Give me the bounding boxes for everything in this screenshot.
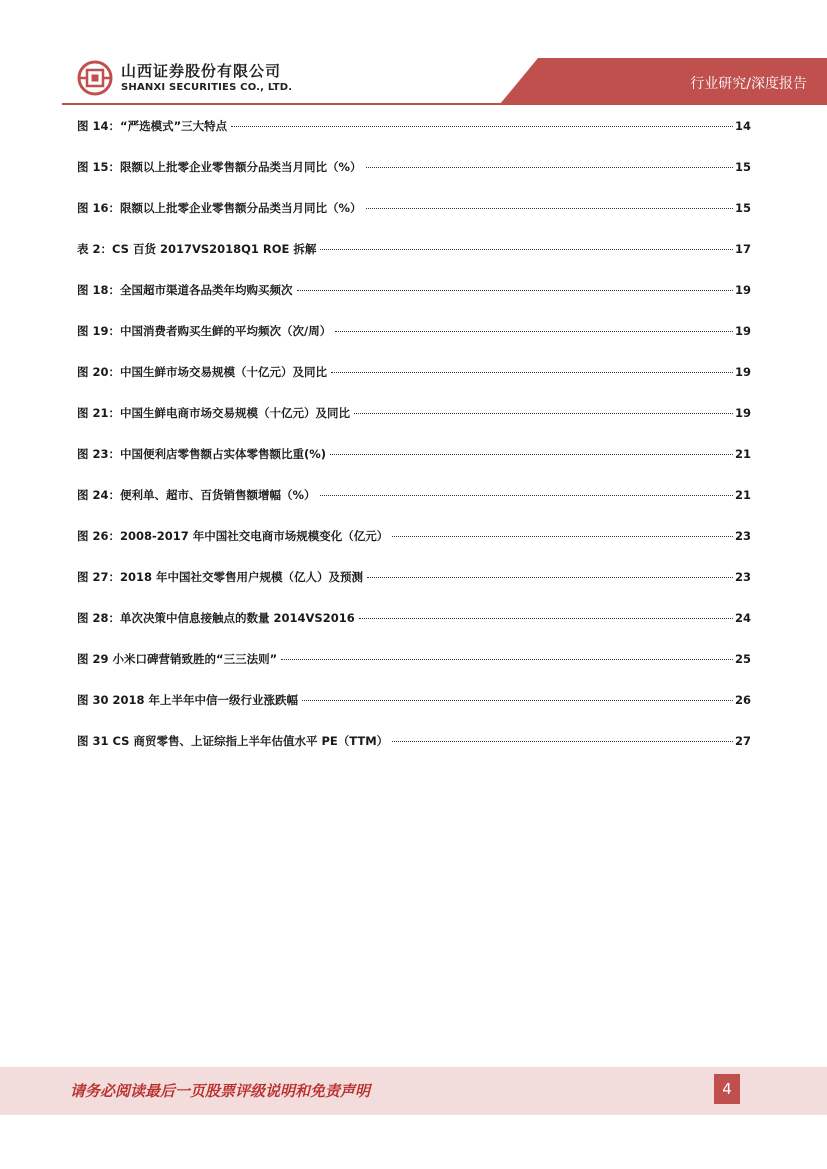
toc-leader-dots [302,700,733,701]
toc-entry-page: 21 [734,488,751,502]
toc-entry-page: 21 [734,447,751,461]
toc-entry-label: 图 15：限额以上批零企业零售额分品类当月同比（%） [77,160,362,174]
toc-entry-label: 图 29 小米口碑营销致胜的“三三法则” [77,652,278,666]
toc-entry-label: 图 23：中国便利店零售额占实体零售额比重(%) [77,447,327,461]
shanxi-securities-logo-icon [77,60,113,96]
disclaimer-notice: 请务必阅读最后一页股票评级说明和免责声明 [70,1082,371,1100]
toc-entry[interactable] [77,528,751,548]
toc-leader-dots [297,290,733,291]
toc-leader-dots [392,741,733,742]
toc-entry[interactable] [77,569,751,589]
toc-entry-label: 图 20：中国生鲜市场交易规模（十亿元）及同比 [77,365,328,379]
toc-leader-dots [281,659,733,660]
toc-leader-dots [359,618,733,619]
toc-entry[interactable] [77,118,751,138]
toc-entry[interactable] [77,651,751,671]
toc-leader-dots [331,372,733,373]
toc-entry[interactable] [77,200,751,220]
toc-entry-page: 15 [734,201,751,215]
toc-entry-page: 15 [734,160,751,174]
toc-leader-dots [320,249,733,250]
toc-entry-label: 图 16：限额以上批零企业零售额分品类当月同比（%） [77,201,362,215]
toc-entry-label: 图 24：便利单、超市、百货销售额增幅（%） [77,488,316,502]
toc-entry[interactable] [77,487,751,507]
toc-entry-page: 19 [734,365,751,379]
toc-entry-label: 图 26：2008-2017 年中国社交电商市场规模变化（亿元） [77,529,389,543]
toc-entry-label: 图 21：中国生鲜电商市场交易规模（十亿元）及同比 [77,406,351,420]
toc-entry[interactable] [77,610,751,630]
toc-entry-label: 图 30 2018 年上半年中信一级行业涨跌幅 [77,693,299,707]
toc-leader-dots [392,536,733,537]
toc-entry-page: 23 [734,570,751,584]
toc-entry[interactable] [77,405,751,425]
toc-entry[interactable] [77,282,751,302]
toc-entry-label: 图 18：全国超市渠道各品类年均购买频次 [77,283,293,297]
toc-entry[interactable] [77,159,751,179]
toc-leader-dots [320,495,733,496]
toc-leader-dots [366,208,733,209]
toc-entry-page: 19 [734,324,751,338]
toc-entry-page: 27 [734,734,751,748]
toc-leader-dots [367,577,733,578]
toc-entry-label: 表 2：CS 百货 2017VS2018Q1 ROE 拆解 [77,242,317,256]
toc-entry[interactable] [77,733,751,753]
toc-entry-page: 19 [734,283,751,297]
toc-entry[interactable] [77,364,751,384]
toc-entry-label: 图 31 CS 商贸零售、上证综指上半年估值水平 PE（TTM） [77,734,389,748]
toc-entry-page: 26 [734,693,751,707]
company-name-en: SHANXI SECURITIES CO., LTD. [121,82,293,93]
toc-leader-dots [335,331,733,332]
toc-entry[interactable] [77,692,751,712]
header-divider [62,103,827,105]
toc-entry-label: 图 28：单次决策中信息接触点的数量 2014VS2016 [77,611,355,625]
toc-leader-dots [231,126,733,127]
company-name-cn: 山西证券股份有限公司 [121,62,282,80]
toc-entry-page: 23 [734,529,751,543]
toc-entry-page: 14 [734,119,751,133]
toc-entry[interactable] [77,241,751,261]
toc-leader-dots [354,413,733,414]
toc-entry-label: 图 27：2018 年中国社交零售用户规模（亿人）及预测 [77,570,364,584]
toc-entry-label: 图 14：“严选模式”三大特点 [77,119,228,133]
report-type-tag: 行业研究/深度报告 [690,76,807,92]
toc-leader-dots [330,454,733,455]
toc-entry[interactable] [77,323,751,343]
toc-entry-label: 图 19：中国消费者购买生鲜的平均频次（次/周） [77,324,332,338]
toc-entry-page: 17 [734,242,751,256]
toc-entry-page: 25 [734,652,751,666]
toc-entry-page: 19 [734,406,751,420]
page-number: 4 [714,1074,740,1104]
toc-entry-page: 24 [734,611,751,625]
toc-entry[interactable] [77,446,751,466]
toc-leader-dots [366,167,733,168]
page-footer [0,1067,827,1115]
page-header [0,0,827,104]
